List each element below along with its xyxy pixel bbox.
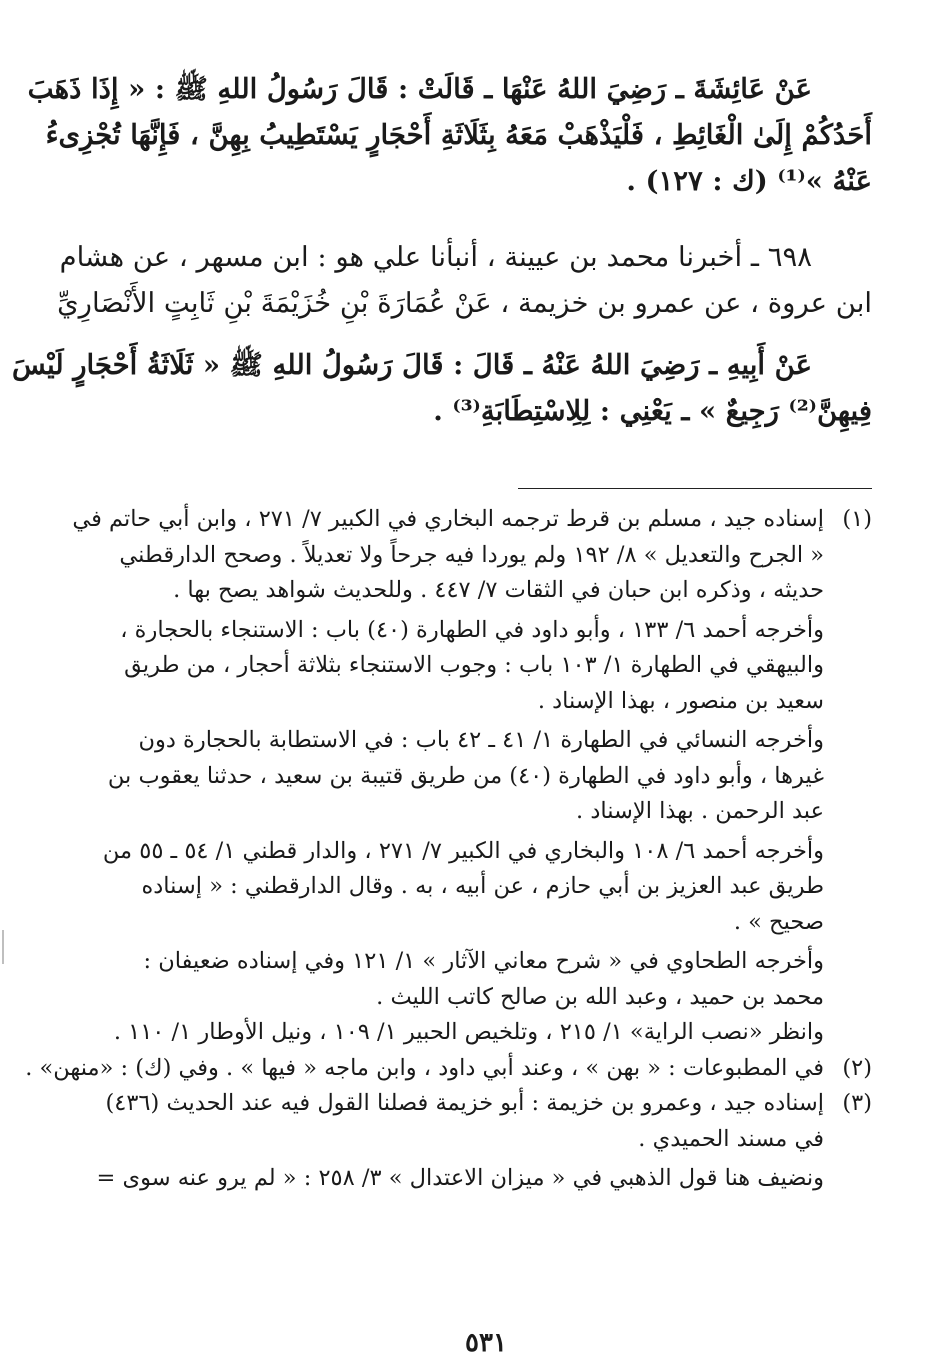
footnote-paragraph: [100, 834, 872, 941]
footnote-number: (٣): [842, 1090, 872, 1116]
isnad-line: ٦٩٨ ـ أخبرنا محمد بن عيينة ، أنبأنا علي هو : ابن مسهر ، عن هشام: [59, 241, 812, 273]
book-page: [11, 66, 872, 1358]
footnote-separator: [518, 488, 872, 489]
hadith-line: عَنْ أَبِيهِ ـ رَضِيَ اللهُ عَنْهُ ـ قَالَ : قَالَ رَسُولُ اللهِ ﷺ « ثَلَاثَةُ أَحْجَارٍ لَيْسَ: [11, 349, 812, 381]
footnote-line: غيرها ، وأبو داود في الطهارة (٤٠) من طريق قتيبة بن سعيد ، حدثنا يعقوب بن: [107, 762, 824, 789]
footnote-paragraph: [100, 944, 872, 1015]
isnad-line: ابن عروة ، عن عمرو بن خزيمة ، عَنْ عُمَارَةَ بْنِ خُزَيْمَةَ بْنِ ثَابِتٍ الأَنْصَارِيِّ: [57, 287, 872, 319]
hadith-line: فِيهِنَّ⁽²⁾ رَجِيعٌ » ـ يَعْنِي : لِلِاسْتِطَابَةِ⁽³⁾ .: [433, 395, 872, 427]
hadith-text-block: [11, 342, 872, 434]
footnote-line: إسناده جيد ، مسلم بن قرط ترجمه البخاري في الكبير ٧/ ٢٧١ ، وابن أبي حاتم في: [72, 506, 824, 532]
footnote-line: في مسند الحميدي .: [638, 1125, 824, 1152]
footnote-line: في المطبوعات : « بهن » ، وعند أبي داود ، وابن ماجه « فيها » . وفي (ك) : «منهن» .: [25, 1054, 824, 1081]
footnote-paragraph: [96, 1161, 872, 1197]
footnote-line: عبد الرحمن . بهذا الإسناد .: [576, 798, 824, 824]
footnotes: [25, 502, 872, 1197]
footnote-2: [25, 1051, 872, 1087]
footnote-line: وانظر «نصب الراية» ١/ ٢١٥ ، وتلخيص الحبير ١/ ١٠٩ ، ونيل الأوطار ١/ ١١٠ .: [113, 1019, 824, 1045]
footnote-paragraph: [100, 613, 872, 720]
footnote-line: محمد بن حميد ، وعبد الله بن صالح كاتب الليث .: [376, 983, 824, 1010]
footnote-line: وأخرجه أحمد ٦/ ١٠٨ والبخاري في الكبير ٧/ ٢٧١ ، والدار قطني ١/ ٥٤ ـ ٥٥ من: [102, 837, 824, 864]
footnote-line: سعيد بن منصور ، بهذا الإسناد .: [537, 687, 824, 714]
footnote-number: (٢): [842, 1054, 872, 1081]
footnote-paragraph: [100, 723, 872, 830]
footnote-line: والبيهقي في الطهارة ١/ ١٠٣ باب : وجوب الاستنجاء بثلاثة أحجار ، من طريق: [124, 652, 824, 678]
footnote-3: [100, 1086, 872, 1157]
footnote-1: [72, 502, 872, 609]
footnote-line: وأخرجه النسائي في الطهارة ١/ ٤١ ـ ٤٢ باب : في الاستطابة بالحجارة دون: [138, 727, 824, 753]
footnote-line: « الجرح والتعديل » ٨/ ١٩٢ ولم يوردا فيه جرحاً ولا تعديلاً . وصحح الدارقطني: [119, 541, 824, 568]
footnote-number: (١): [842, 506, 872, 532]
footnote-line: طريق عبد العزيز بن أبي حازم ، عن أبيه ، به . وقال الدارقطني : « إسناده: [141, 873, 824, 899]
footnote-line: وأخرجه أحمد ٦/ ١٣٣ ، وأبو داود في الطهارة (٤٠) باب : الاستنجاء بالحجارة ،: [120, 616, 824, 643]
hadith-line: عَنْ عَائِشَةَ ـ رَضِيَ اللهُ عَنْهَا ـ قَالَتْ : قَالَ رَسُولُ اللهِ ﷺ : « إِذَا ذَهَبَ: [27, 73, 812, 105]
page-number: ٥٣١: [465, 1328, 507, 1358]
footnote-line: حديثه ، وذكره ابن حبان في الثقات ٧/ ٤٤٧ . وللحديث شواهد يصح بها .: [173, 577, 824, 603]
hadith-line: أَحَدُكُمْ إِلَىٰ الْغَائِطِ ، فَلْيَذْهَبْ مَعَهُ بِثَلَاثَةِ أَحْجَارٍ يَسْتَطِيبُ بِهِنَّ ، فَإِنَّهَا تُجْزِىءُ: [45, 119, 872, 151]
footnote-paragraph: [100, 1015, 872, 1051]
footnote-line: إسناده جيد ، وعمرو بن خزيمة : أبو خزيمة فصلنا القول فيه عند الحديث (٤٣٦): [105, 1090, 824, 1116]
scan-edge-mark: [2, 930, 4, 964]
footnote-line: وأخرجه الطحاوي في « شرح معاني الآثار » ١/ ١٢١ وفي إسناده ضعيفان :: [143, 948, 824, 974]
hadith-698-isnad: [57, 234, 872, 326]
footnote-line: ونضيف هنا قول الذهبي في « ميزان الاعتدال » ٣/ ٢٥٨ : « لم يرو عنه سوى =: [96, 1165, 824, 1191]
hadith-line: عَنْهُ »⁽¹⁾ (ك : ١٢٧) .: [626, 165, 872, 197]
footnote-line: صحيح » .: [733, 908, 824, 935]
hadith-text-block: [27, 66, 872, 204]
